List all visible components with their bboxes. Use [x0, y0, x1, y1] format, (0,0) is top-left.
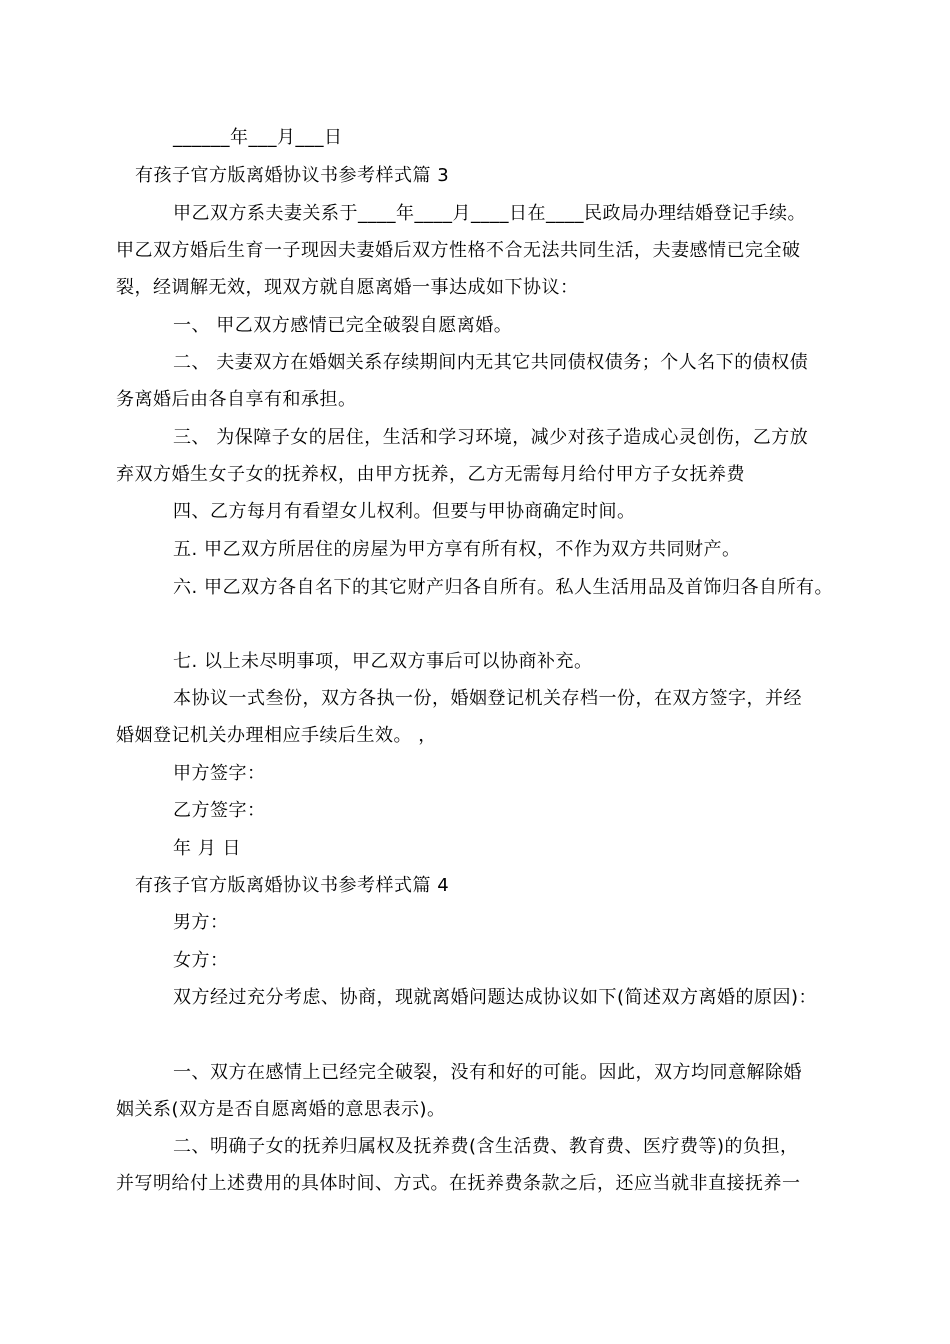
party-b-signature: 乙方签字： — [173, 800, 266, 821]
section-4-item-2-line-1: 二、明确子女的抚养归属权及抚养费(含生活费、教育费、医疗费等)的负担， — [173, 1136, 799, 1157]
section-4-intro: 双方经过充分考虑、协商，现就离婚问题达成协议如下(简述双方离婚的原因)： — [173, 987, 818, 1008]
section-3-intro-line-1: 甲乙双方系夫妻关系于____年____月____日在____民政局办理结婚登记手续。 — [173, 203, 806, 224]
section-3-item-5: 五. 甲乙双方所居住的房屋为甲方享有所有权，不作为双方共同财产。 — [173, 539, 741, 560]
section-3-intro-line-3: 裂，经调解无效，现双方就自愿离婚一事达成如下协议： — [116, 277, 579, 298]
section-3-closing-line-2: 婚姻登记机关办理相应手续后生效。 ， — [116, 725, 437, 746]
section-3-closing-line-1: 本协议一式叁份，双方各执一份，婚姻登记机关存档一份，在双方签字，并经 — [173, 688, 802, 709]
section-4-item-2-line-2: 并写明给付上述费用的具体时间、方式。在抚养费条款之后，还应当就非直接抚养一 — [116, 1173, 801, 1194]
section-4-item-1-line-2: 姻关系(双方是否自愿离婚的意思表示)。 — [116, 1099, 446, 1120]
section-3-item-3-line-1: 三、 为保障子女的居住，生活和学习环境，减少对孩子造成心灵创伤，乙方放 — [173, 427, 809, 448]
section-4-item-1-line-1: 一、双方在感情上已经完全破裂，没有和好的可能。因此，双方均同意解除婚 — [173, 1062, 802, 1083]
section-4-heading: 有孩子官方版离婚协议书参考样式篇 4 — [135, 875, 450, 896]
section-3-item-7: 七. 以上未尽明事项，甲乙双方事后可以协商补充。 — [173, 651, 593, 672]
section-3-item-2-line-1: 二、 夫妻双方在婚姻关系存续期间内无其它共同债权债务；个人名下的债权债 — [173, 352, 809, 373]
female-party-label: 女方： — [173, 950, 229, 971]
section-3-item-4: 四、乙方每月有看望女儿权利。但要与甲协商确定时间。 — [173, 501, 636, 522]
signature-date: 年 月 日 — [173, 838, 241, 859]
section-3-item-2-line-2: 务离婚后由各自享有和承担。 — [116, 389, 357, 410]
section-3-item-1: 一、 甲乙双方感情已完全破裂自愿离婚。 — [173, 315, 513, 336]
section-3-intro-line-2: 甲乙双方婚后生育一子现因夫妻婚后双方性格不合无法共同生活，夫妻感情已完全破 — [116, 240, 801, 261]
top-date-line: ______年___月___日 — [173, 127, 343, 148]
section-3-item-6: 六. 甲乙双方各自名下的其它财产归各自所有。私人生活用品及首饰归各自所有。 — [173, 577, 833, 598]
section-3-item-3-line-2: 弃双方婚生女子女的抚养权，由甲方抚养，乙方无需每月给付甲方子女抚养费 — [116, 464, 745, 485]
male-party-label: 男方： — [173, 912, 229, 933]
section-3-heading: 有孩子官方版离婚协议书参考样式篇 3 — [135, 165, 450, 186]
party-a-signature: 甲方签字： — [173, 763, 266, 784]
